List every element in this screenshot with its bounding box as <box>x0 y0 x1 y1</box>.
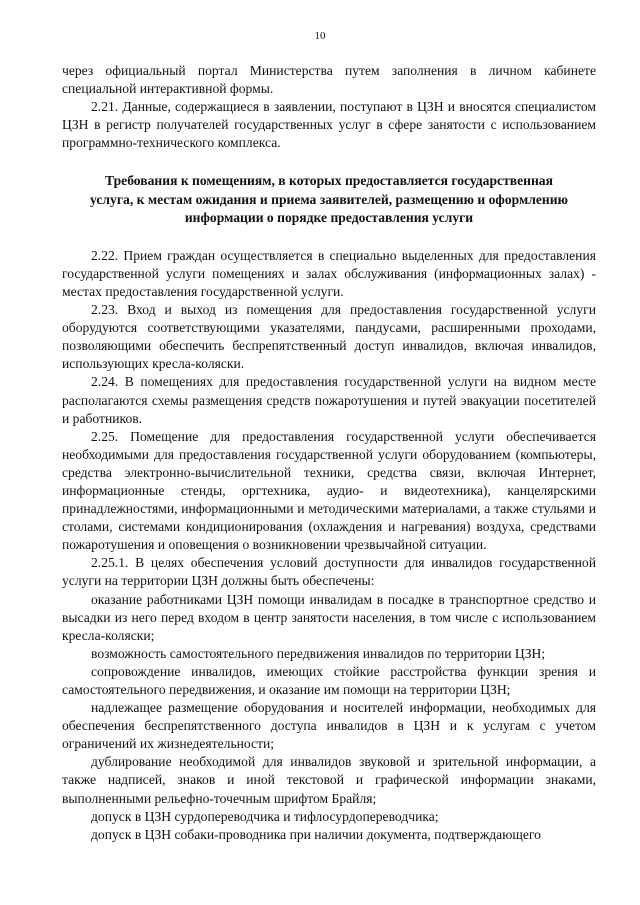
list-item: сопровождение инвалидов, имеющих стойкие расстройства функции зрения и самостоятельного передвижения, и оказание им помощи на территории ЦЗН; <box>62 663 596 697</box>
paragraph-2-22: 2.22. Прием граждан осуществляется в специально выделенных для предоставления государственной услуги помещениях и залах обслуживания (информационных залах) - местах предоставления государственной услуги. <box>62 247 596 299</box>
list-item: допуск в ЦЗН сурдопереводчика и тифлосурдопереводчика; <box>91 808 439 824</box>
section-heading-line: информации о порядке предоставления услуги <box>184 209 474 225</box>
list-item: возможность самостоятельного передвижения инвалидов по территории ЦЗН; <box>91 645 546 661</box>
paragraph-2-24: 2.24. В помещениях для предоставления государственной услуги на видном месте располагаются схемы размещения средств пожаротушения и путей эвакуации посетителей и работников. <box>62 374 596 426</box>
paragraph-continuation: через официальный портал Министерства путем заполнения в личном кабинете специальной интерактивной формы. <box>62 63 596 97</box>
paragraph-2-23: 2.23. Вход и выход из помещения для предоставления государственной услуги оборудуются соответствующими указателями, пандусами, расширенными проходами, позволяющими обеспечить беспрепятственный доступ инвалидов, включая инвалидов, использующих кресла-коляски. <box>62 302 596 372</box>
section-heading <box>62 172 596 226</box>
list-item: дублирование необходимой для инвалидов звуковой и зрительной информации, а также надписей, знаков и иной текстовой и графической информации знаками, выполненными рельефно-точечным шрифтом Брайля; <box>62 754 596 806</box>
section-heading-line: Требования к помещениям, в которых предоставляется государственная <box>105 173 553 189</box>
list-item: надлежащее размещение оборудования и носителей информации, необходимых для обеспечения беспрепятственного доступа инвалидов в ЦЗН и к услугам с учетом ограничений их жизнедеятельности; <box>62 700 596 752</box>
paragraph-2-25: 2.25. Помещение для предоставления государственной услуги обеспечивается необходимыми для предоставления государственной услуги оборудованием (компьютеры, средства электронно-вычислительной техники, средства связи, включая Интернет, информационные стенды, оргтехника, аудио- и видеотехника), канцелярскими принадлежностями, информационными и методическими материалами, а также стульями и столами, системами кондиционирования (охлаждения и нагревания) воздуха, средствами пожаротушения и оповещения о возникновении чрезвычайной ситуации. <box>62 428 596 553</box>
page-number: 10 <box>314 30 326 42</box>
document-body <box>62 62 596 844</box>
list-item: оказание работниками ЦЗН помощи инвалидам в посадке в транспортное средство и высадки из него перед входом в центр занятости населения, в том числе с использованием кресла-коляски; <box>62 591 596 643</box>
list-item: допуск в ЦЗН собаки-проводника при наличии документа, подтверждающего <box>91 826 541 842</box>
section-heading-line: услуга, к местам ожидания и приема заявителей, размещению и оформлению <box>90 191 568 207</box>
paragraph-2-21: 2.21. Данные, содержащиеся в заявлении, поступают в ЦЗН и вносятся специалистом ЦЗН в регистр получателей государственных услуг в сфере занятости с использованием программно-технического комплекса. <box>62 99 596 151</box>
paragraph-2-25-1: 2.25.1. В целях обеспечения условий доступности для инвалидов государственной услуги на территории ЦЗН должны быть обеспечены: <box>62 555 596 589</box>
